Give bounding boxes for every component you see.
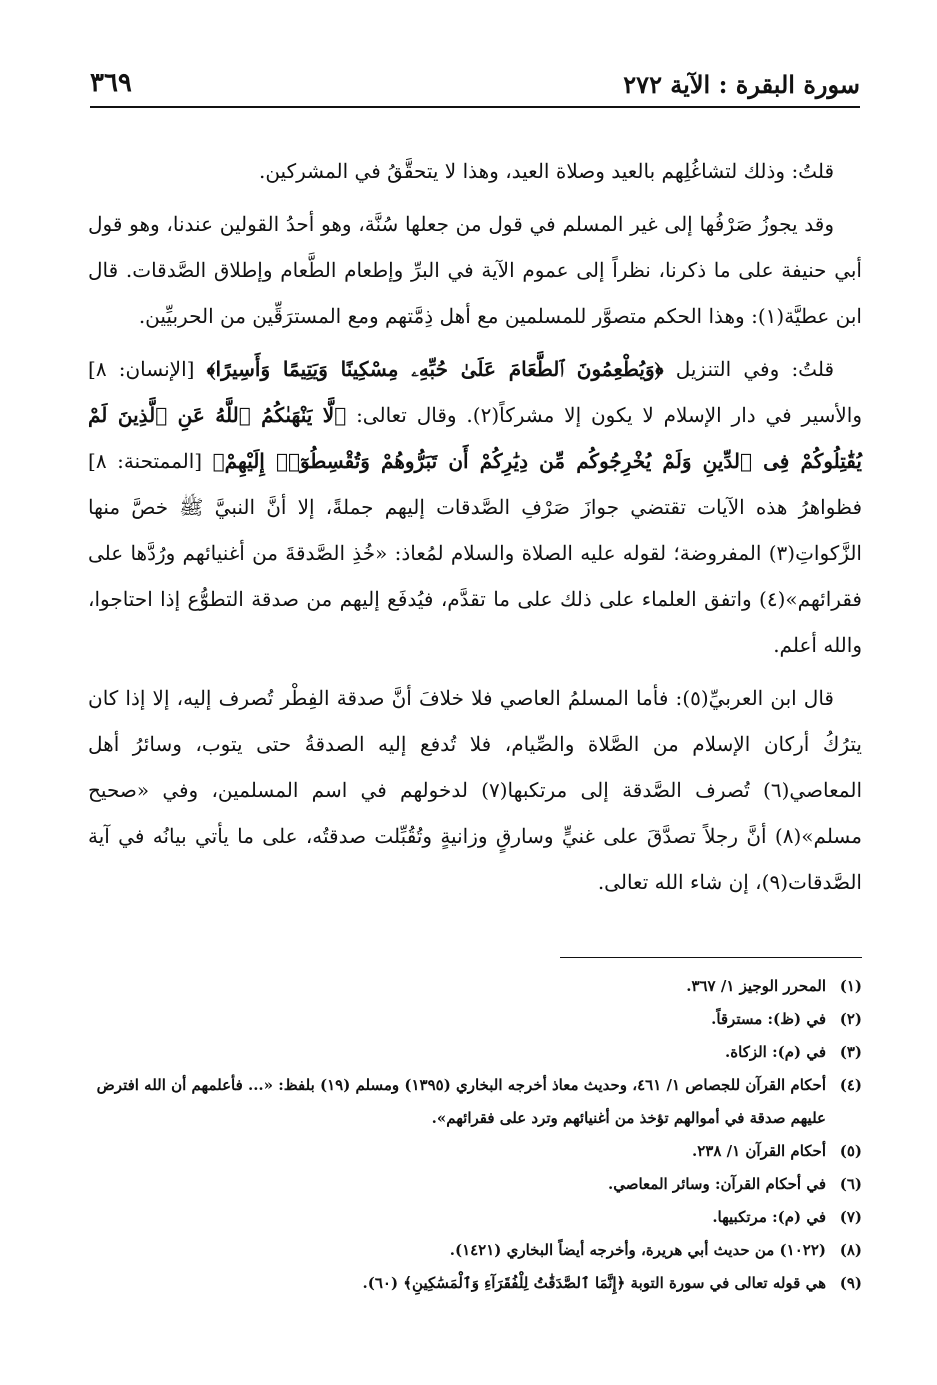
footnote-text: في (م): الزكاة.	[725, 1043, 826, 1061]
paragraph-4-text-c: تُصرف الصَّدقة إلى مرتكبها	[507, 778, 764, 802]
footnote-number: (٤)	[839, 1076, 862, 1094]
footnote-text: المحرر الوجيز ١/ ٣٦٧.	[686, 977, 826, 995]
footnote-text: أحكام القرآن ١/ ٢٣٨.	[692, 1142, 826, 1160]
paragraph-4-text-f: ، إن شاء الله تعالى.	[597, 870, 762, 894]
paragraph-2	[88, 201, 862, 339]
paragraph-3	[88, 346, 862, 668]
running-title: سورة البقرة : الآية ٢٧٢	[623, 70, 860, 99]
quran-verse-1: ﴿وَيُطْعِمُونَ ٱلطَّعَامَ عَلَىٰ حُبِّهِۦ مِسْكِينًا وَيَتِيمًا وَأَسِيرًا﴾	[206, 357, 664, 381]
footnote-item	[96, 970, 862, 1003]
footnote-item	[96, 1069, 862, 1135]
footnote-item	[96, 1135, 862, 1168]
footnote-item	[96, 1234, 862, 1267]
footnote-ref: (٧)	[481, 778, 508, 802]
page-header	[90, 66, 860, 108]
footnote-number: (٩)	[839, 1274, 862, 1292]
footnote-text: في أحكام القرآن: وسائر المعاصي.	[608, 1175, 826, 1193]
footnote-number: (١)	[839, 977, 862, 995]
paragraph-2-text-a: وقد يجوزُ صَرْفُها إلى غير المسلم في قول من جعلها سُنَّة، وهو أحدُ القولين عندنا، وهو قول أبي حنيفة على ما ذكرنا، نظراً إلى عموم الآية في البرِّ وإطعام الطَّعام وإطلاق الصَّدقات. قال ابن عطيَّة	[88, 212, 862, 328]
footnote-number: (٢)	[839, 1010, 862, 1028]
paragraph-4-text-b: : فأما المسلمُ العاصي فلا خلافَ أنَّ صدقة الفِطْر تُصرف إليه، إلا إذا كان يترُكُ أركان الإسلام من الصَّلاة والصِّيام، فلا تُدفع إليه الصدقةُ حتى يتوب، وسائرُ أهل المعاصي	[88, 686, 862, 802]
footnote-ref: (٨)	[774, 824, 802, 848]
main-text	[88, 148, 862, 912]
footnote-ref: (٦)	[763, 778, 790, 802]
paragraph-1	[88, 148, 862, 194]
quran-verse-2: ﴿لَّا يَنْهَىٰكُمُ ٱللَّهُ عَنِ ٱلَّذِينَ لَمْ يُقَٰتِلُوكُمْ فِى ٱلدِّينِ وَلَمْ يُخْرِجُوكُم مِّن دِيَٰرِكُمْ أَن تَبَرُّوهُمْ وَتُقْسِطُوٓا۟ إِلَيْهِمْ﴾	[88, 403, 862, 473]
footnote-ref: (٢)	[472, 403, 500, 427]
footnote-number: (٥)	[839, 1142, 862, 1160]
footnote-text: أحكام القرآن للجصاص ١/ ٤٦١، وحديث معاذ أخرجه البخاري (١٣٩٥) ومسلم (١٩) بلفظ: «... فأعلمهم أن الله افترض عليهم صدقة في أموالهم تؤخذ من أغنيائهم وترد على فقرائهم».	[96, 1076, 826, 1127]
footnote-item	[96, 1036, 862, 1069]
paragraph-1-text: قلتُ: وذلك لتشاغُلِهم بالعيد وصلاة العيد، وهذا لا يتحقَّقُ في المشركين.	[258, 159, 834, 183]
paragraph-4-text-e: أنَّ رجلاً تصدَّقَ على غنيٍّ وسارقٍ وزانيةٍ وتُقُبِّلت صدقتُه، على ما يأتي بيانُه في آية الصَّدقات	[88, 824, 862, 894]
paragraph-2-text-b: : وهذا الحكم متصوَّر للمسلمين مع أهل ذِمَّتهم ومع المسترَقِّين من الحربيِّين.	[138, 304, 758, 328]
paragraph-3-text-f: واتفق العلماء على ذلك على ما تقدَّم، فيُدفَع إليهم من صدقة التطوُّع إذا احتاجوا، والله أعلم.	[88, 587, 862, 657]
footnote-separator	[560, 957, 862, 958]
footnote-number: (٧)	[839, 1208, 862, 1226]
paragraph-3-text-d: [الممتحنة: ٨] فظواهرُ هذه الآيات تقتضي جوازَ صَرْفِ الصَّدقات إليهم جملةً، إلا أنَّ النبيَّ ﷺ خصَّ منها الزَّكواتِ	[88, 449, 862, 565]
page-number: ٣٦٩	[90, 68, 132, 98]
footnote-text: في (م): مرتكبيها.	[712, 1208, 826, 1226]
footnote-ref: (١)	[757, 304, 785, 328]
footnote-text: (١٠٢٢) من حديث أبي هريرة، وأخرجه أيضاً البخاري (١٤٢١).	[449, 1241, 826, 1259]
paragraph-3-text-a: قلتُ: وفي التنزيل	[675, 357, 835, 381]
footnote-number: (٣)	[839, 1043, 862, 1061]
paragraph-3-text-e: المفروضة؛ لقوله عليه الصلاة والسلام لمُعاذ: «خُذِ الصَّدقةَ من أغنيائهم ورُدَّها على فقرائهم»	[88, 541, 862, 611]
footnote-ref: (٣)	[768, 541, 796, 565]
footnote-ref: (٥)	[682, 686, 709, 710]
paragraph-4	[88, 675, 862, 905]
footnote-item	[96, 1201, 862, 1234]
footnote-text: هي قوله تعالى في سورة التوبة ﴿إِنَّمَا ٱلصَّدَقَٰتُ لِلْفُقَرَآءِ وَٱلْمَسَٰكِينِ﴾ (٦٠).	[362, 1274, 826, 1292]
footnote-text: في (ظ): مسترقاً.	[711, 1010, 826, 1028]
footnote-ref: (٩)	[761, 870, 789, 894]
paragraph-4-text-a: قال ابن العربيِّ	[708, 686, 834, 710]
footnote-number: (٨)	[839, 1241, 862, 1259]
footnote-ref: (٤)	[759, 587, 786, 611]
paragraph-3-text-b: [الإنسان: ٨] والأسير في دار الإسلام لا يكون إلا مشركاً	[88, 357, 863, 427]
footnote-number: (٦)	[839, 1175, 862, 1193]
footnote-item	[96, 1267, 862, 1300]
footnote-item	[96, 1168, 862, 1201]
footnotes	[96, 970, 862, 1300]
paragraph-3-text-c: . وقال تعالى:	[356, 403, 473, 427]
footnote-item	[96, 1003, 862, 1036]
paragraph-4-text-d: لدخولهم في اسم المسلمين، وفي «صحيح مسلم»	[88, 778, 862, 848]
